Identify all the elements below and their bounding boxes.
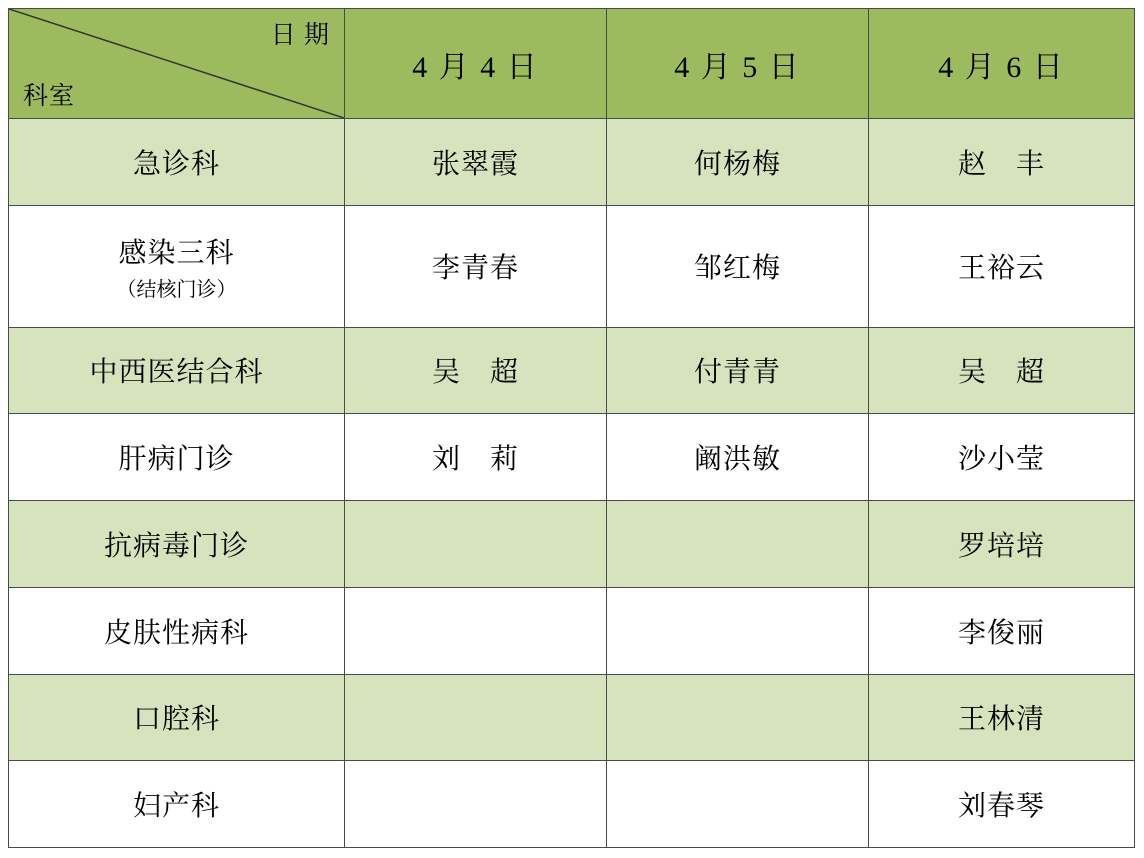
row-dept-label-4: 抗病毒门诊 [103,530,249,562]
cell-2-2: 吴 超 [869,327,1135,414]
cell-6-0 [345,674,607,761]
table-row [9,674,1135,761]
table-row [9,119,1135,206]
cell-3-2: 沙小莹 [869,414,1135,501]
row-dept-label-6: 口腔科 [132,704,220,736]
table-row [9,205,1135,327]
corner-date-label: 日 期 [270,22,330,49]
cell-0-2: 赵 丰 [869,119,1135,206]
cell-2-0: 吴 超 [345,327,607,414]
schedule-table [8,8,1135,848]
column-header-day-2: 4 月 5 日 [607,9,869,119]
row-dept-2 [9,327,345,414]
corner-dept-label: 科室 [23,83,76,110]
cell-0-1: 何杨梅 [607,119,869,206]
table-row [9,327,1135,414]
table-row [9,501,1135,588]
cell-7-2: 刘春琴 [869,761,1135,848]
table-header-row [9,9,1135,119]
cell-6-2: 王林清 [869,674,1135,761]
cell-3-0: 刘 莉 [345,414,607,501]
cell-1-0: 李青春 [345,205,607,327]
column-header-day-1: 4 月 4 日 [345,9,607,119]
row-dept-label-3: 肝病门诊 [118,444,235,476]
row-dept-label-2: 中西医结合科 [89,357,264,389]
row-dept-label-1: 感染三科 [118,237,235,269]
corner-header-cell [9,9,345,119]
cell-1-1: 邹红梅 [607,205,869,327]
cell-4-2: 罗培培 [869,501,1135,588]
cell-2-1: 付青青 [607,327,869,414]
row-dept-3 [9,414,345,501]
cell-6-1 [607,674,869,761]
row-dept-sublabel-1: （结核门诊） [116,278,237,301]
row-dept-4 [9,501,345,588]
cell-4-1 [607,501,869,588]
cell-5-0 [345,587,607,674]
cell-5-1 [607,587,869,674]
row-dept-5 [9,587,345,674]
row-dept-label-5: 皮肤性病科 [103,617,249,649]
table-body [9,119,1135,848]
cell-5-2: 李俊丽 [869,587,1135,674]
table-row [9,587,1135,674]
cell-1-2: 王裕云 [869,205,1135,327]
cell-4-0 [345,501,607,588]
row-dept-label-7: 妇产科 [132,791,220,823]
row-dept-label-0: 急诊科 [132,148,220,180]
row-dept-1 [9,205,345,327]
row-dept-6 [9,674,345,761]
table-row [9,414,1135,501]
table-row [9,761,1135,848]
row-dept-7 [9,761,345,848]
row-dept-0 [9,119,345,206]
cell-0-0: 张翠霞 [345,119,607,206]
cell-3-1: 阚洪敏 [607,414,869,501]
column-header-day-3: 4 月 6 日 [869,9,1135,119]
cell-7-0 [345,761,607,848]
cell-7-1 [607,761,869,848]
